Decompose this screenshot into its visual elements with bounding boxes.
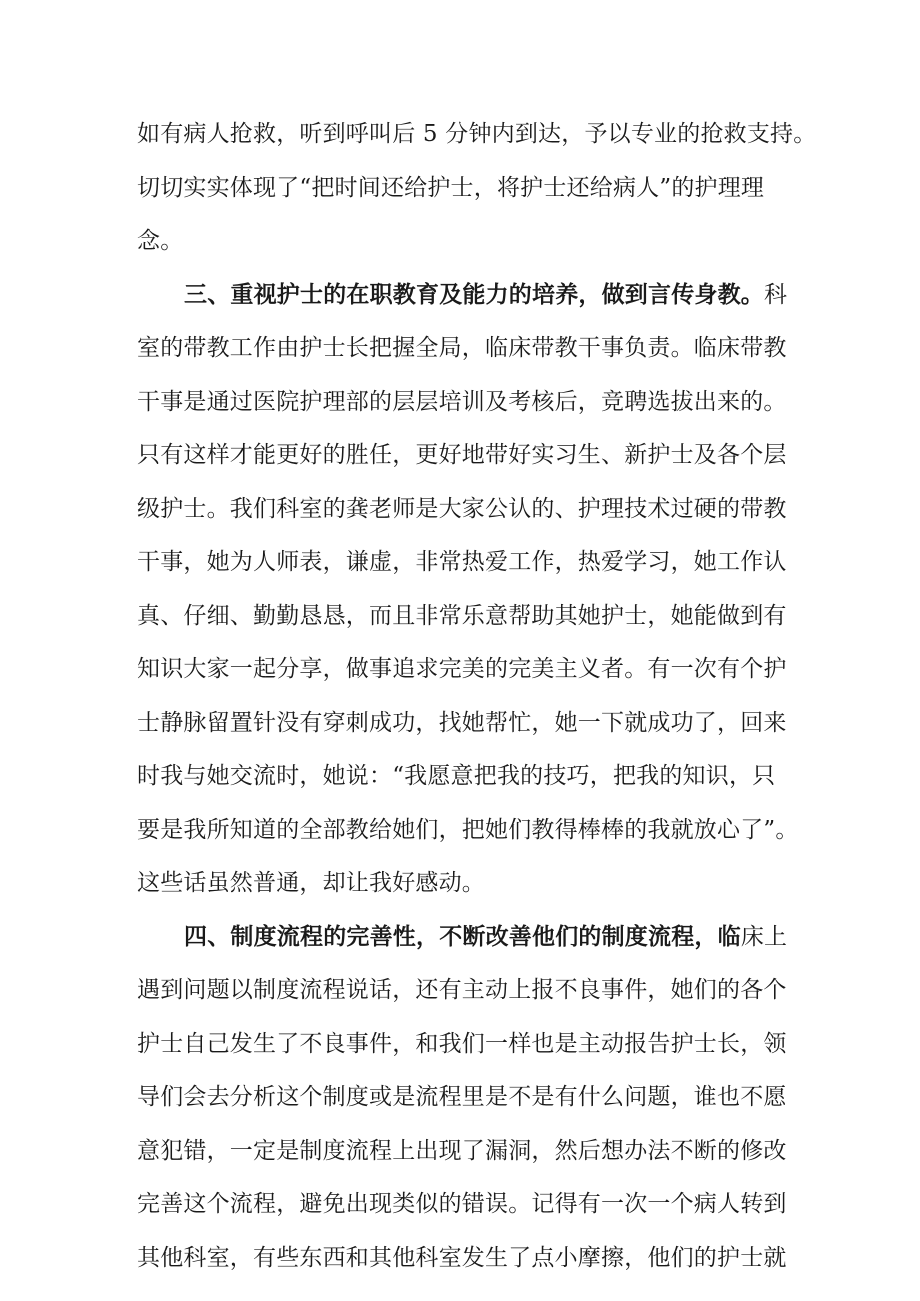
paragraph-1-line-1: 如有病人抢救，听到呼叫后 5 分钟内到达，予以专业的抢救支持。 (137, 121, 817, 147)
paragraph-2-line: 级护士。我们科室的龚老师是大家公认的、护理技术过硬的带教 (137, 495, 787, 522)
paragraph-2-line: 时我与她交流时，她说：“我愿意把我的技巧，把我的知识，只 (137, 763, 776, 789)
paragraph-2-line: 士静脉留置针没有穿刺成功，找她帮忙，她一下就成功了，回来 (137, 709, 787, 736)
paragraph-3-line: 完善这个流程，避免出现类似的错误。记得有一次一个病人转到 (137, 1191, 787, 1217)
section-four-heading: 四、制度流程的完善性，不断改善他们的制度流程，临 (184, 923, 741, 950)
section-three-heading: 三、重视护士的在职教育及能力的培养，做到言传身教。 (184, 281, 764, 308)
paragraph-2-line: 知识大家一起分享，做事追求完美的完美主义者。有一次有个护 (137, 656, 787, 682)
paragraph-3-line: 其他科室，有些东西和其他科室发生了点小摩擦，他们的护士就 (137, 1244, 787, 1271)
paragraph-1-line-3: 念。 (137, 228, 184, 254)
paragraph-3-first-line-rest: 床上 (740, 923, 788, 950)
paragraph-2-line: 只有这样才能更好的胜任，更好地带好实习生、新护士及各个层 (137, 442, 787, 468)
paragraph-3-line: 导们会去分析这个制度或是流程里是不是有什么问题，谁也不愿 (137, 1084, 787, 1110)
paragraph-2-line: 真、仔细、勤勤恳恳，而且非常乐意帮助其她护士，她能做到有 (137, 602, 787, 629)
paragraph-2-line: 要是我所知道的全部教给她们，把她们教得棒棒的我就放心了”。 (137, 816, 799, 843)
paragraph-3-first-line (137, 911, 813, 965)
paragraph-3-line: 意犯错，一定是制度流程上出现了漏洞，然后想办法不断的修改 (137, 1137, 787, 1164)
paragraph-3-line: 护士自己发生了不良事件，和我们一样也是主动报告护士长，领 (137, 1030, 787, 1057)
document-body (137, 108, 817, 1285)
paragraph-2-first-line-rest: 科 (764, 281, 788, 308)
paragraph-3-line: 遇到问题以制度流程说话，还有主动上报不良事件，她们的各个 (137, 977, 787, 1003)
paragraph-2-line: 干事，她为人师表，谦虚，非常热爱工作，热爱学习，她工作认 (137, 549, 787, 575)
paragraph-2-line: 干事是通过医院护理部的层层培训及考核后，竞聘选拔出来的。 (137, 388, 787, 415)
paragraph-2-line: 这些话虽然普通，却让我好感动。 (137, 870, 485, 896)
paragraph-1-line-2: 切切实实体现了“把时间还给护士，将护士还给病人”的护理理 (137, 174, 765, 201)
paragraph-2-first-line (137, 269, 813, 323)
paragraph-2-line: 室的带教工作由护士长把握全局，临床带教干事负责。临床带教 (137, 335, 787, 361)
